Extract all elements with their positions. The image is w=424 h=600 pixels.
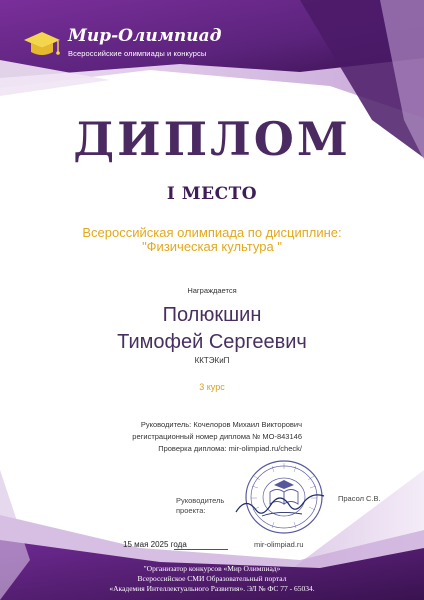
discipline: "Физическая культура " xyxy=(142,239,282,254)
project-leader-label-line1: Руководитель xyxy=(176,496,225,505)
footer-line-2: Всероссийское СМИ Образовательный портал xyxy=(137,574,287,583)
date-underline xyxy=(174,549,228,550)
logo xyxy=(20,26,240,66)
project-leader-label xyxy=(176,496,224,516)
site-link[interactable]: mir-olimpiad.ru xyxy=(254,540,304,549)
place-label: I МЕСТО xyxy=(166,184,258,204)
registration-number: регистрационный номер диплома № МО-843146 xyxy=(132,432,302,441)
stamp-seal xyxy=(232,456,328,538)
recipient-course: 3 курс xyxy=(199,382,225,392)
signatory-name: Прасол С.В. xyxy=(338,494,381,503)
logo-subtitle: Всероссийские олимпиады и конкурсы xyxy=(68,49,207,58)
recipient-group: ККТЭКиП xyxy=(194,356,230,365)
diploma-title: ДИПЛОМ xyxy=(73,112,351,166)
logo-title: Мир-Олимпиад xyxy=(68,26,222,46)
awarded-label: Награждается xyxy=(187,286,237,295)
olympiad-line: Всероссийская олимпиада по дисциплине: xyxy=(82,225,342,240)
project-leader-label-line2: проекта: xyxy=(176,506,206,515)
graduation-cap-icon xyxy=(274,480,294,489)
footer-line-3: «Академия Интеллектуального Развития». ЭЛ № ФС 77 - 65034. xyxy=(109,584,315,593)
leader-line: Руководитель: Кочелоров Михаил Викторович xyxy=(140,420,302,429)
issue-date: 15 мая 2025 года xyxy=(123,540,187,549)
recipient-name: Тимофей Сергеевич xyxy=(117,331,307,353)
footer-line-1: "Организатор конкурсов «Мир Олимпиад» xyxy=(143,564,281,573)
book-icon xyxy=(270,490,298,505)
graduation-cap-icon xyxy=(20,28,64,62)
check-link[interactable]: Проверка диплома: mir-olimpiad.ru/check/ xyxy=(158,444,302,453)
recipient-surname: Полюкшин xyxy=(162,304,262,326)
